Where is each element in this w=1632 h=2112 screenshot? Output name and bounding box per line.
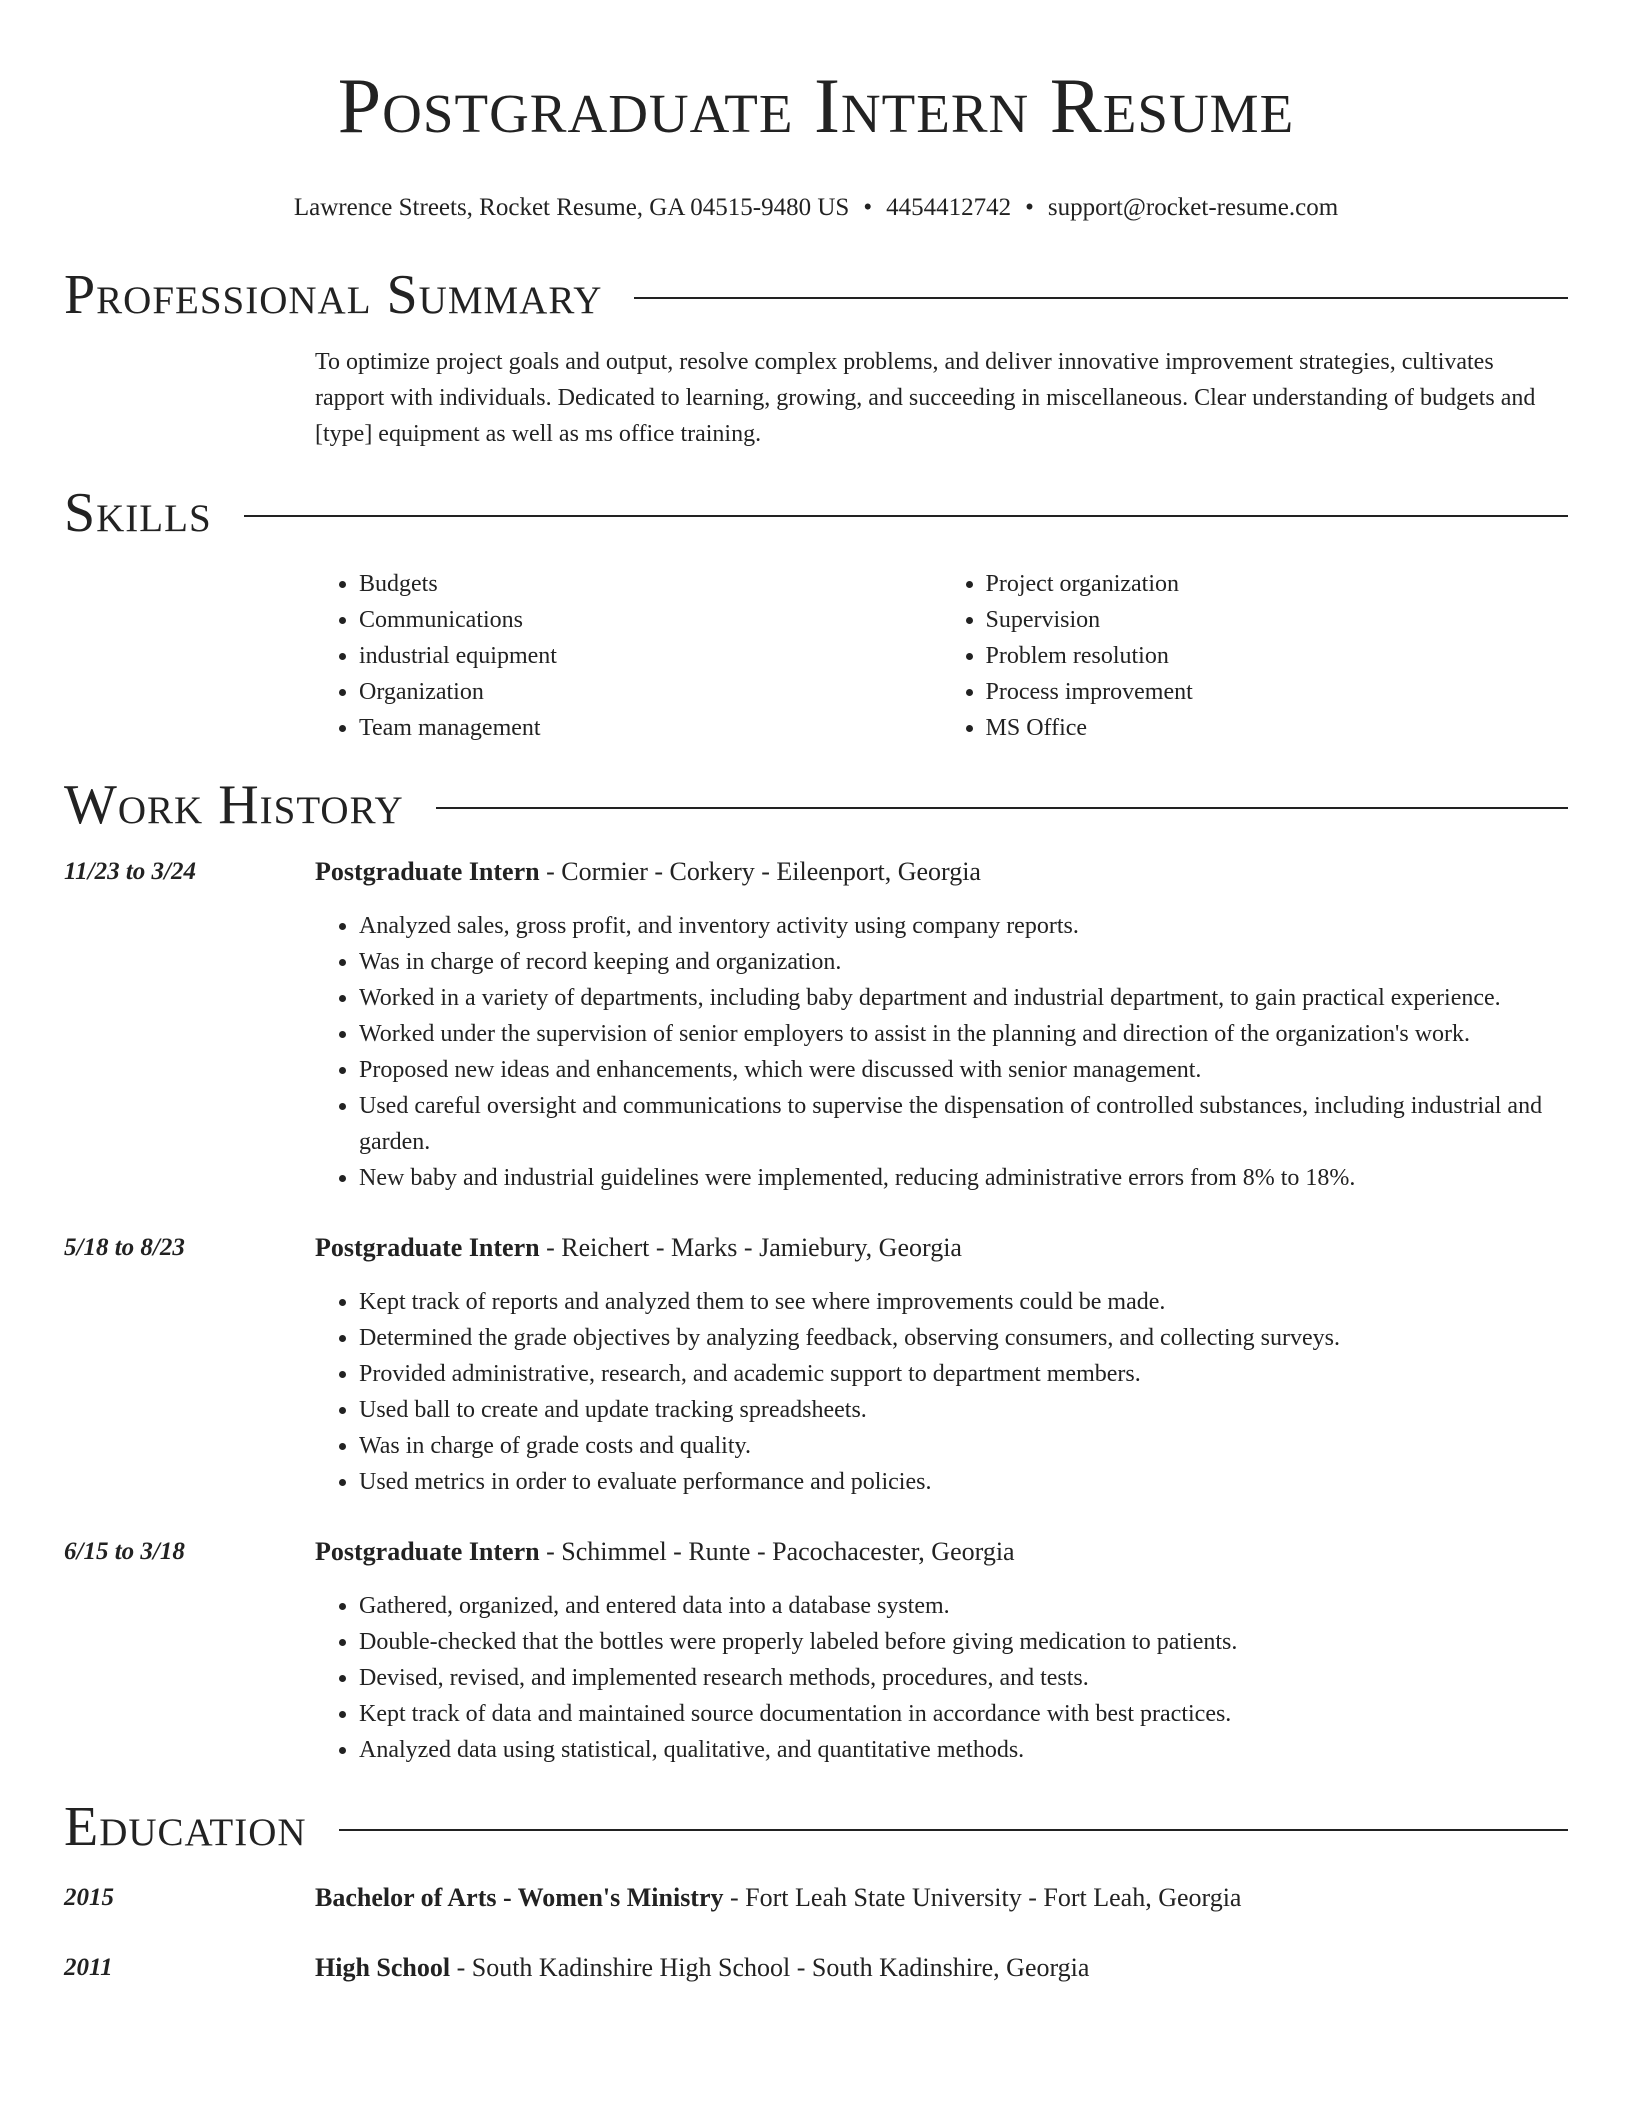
- education-details: - Fort Leah State University - Fort Leah, Georgia: [723, 1883, 1242, 1912]
- job-bullet: • Gathered, organized, and entered data into a database system.: [359, 1588, 1568, 1624]
- job-bullet: • Analyzed sales, gross profit, and inventory activity using company reports.: [359, 908, 1568, 944]
- job-entry: [64, 856, 1568, 1196]
- job-body: [315, 1536, 1568, 1768]
- job-bullet: • Determined the grade objectives by analyzing feedback, observing consumers, and collecting surveys.: [359, 1320, 1568, 1356]
- job-body: [315, 1232, 1568, 1500]
- job-details: - Cormier - Corkery - Eileenport, Georgia: [539, 857, 981, 886]
- job-bullet: • Kept track of reports and analyzed them to see where improvements could be made.: [359, 1284, 1568, 1320]
- contact-separator: •: [1025, 194, 1034, 221]
- summary-text: To optimize project goals and output, resolve complex problems, and deliver innovative improvement strategies, cultivates rapport with individuals. Dedicated to learning, growing, and succeeding in miscellaneous. Clear understanding of budgets and [type] equipment as well as ms office training.: [315, 349, 1536, 447]
- job-bullet: • New baby and industrial guidelines were implemented, reducing administrative errors from 8% to 18%.: [359, 1160, 1568, 1196]
- job-bullets: [315, 908, 1568, 1196]
- section-divider: [339, 1829, 1568, 1831]
- contact-phone: 4454412742: [886, 194, 1012, 221]
- education-entry: [64, 1952, 1568, 1984]
- job-title-line: [315, 1232, 1568, 1264]
- education-year: 2011: [64, 1954, 113, 1981]
- job-bullet: • Provided administrative, research, and academic support to department members.: [359, 1356, 1568, 1392]
- education-list: [64, 1882, 1568, 1984]
- job-dates: 6/15 to 3/18: [64, 1538, 185, 1565]
- job-title-line: [315, 856, 1568, 888]
- work-heading: Work History: [64, 774, 404, 836]
- job-details: - Reichert - Marks - Jamiebury, Georgia: [539, 1233, 962, 1262]
- skill-item: • Process improvement: [986, 674, 1569, 710]
- job-details: - Schimmel - Runte - Pacochacester, Georgia: [539, 1537, 1015, 1566]
- job-bullet: • Used careful oversight and communications to supervise the dispensation of controlled substances, including industrial and garden.: [359, 1088, 1568, 1160]
- summary-heading: Professional Summary: [64, 264, 603, 326]
- skills-list: [315, 566, 1568, 746]
- skills-column-right: [942, 566, 1569, 746]
- education-heading: Education: [64, 1796, 307, 1858]
- job-title: Postgraduate Intern: [315, 857, 540, 886]
- job-bullet: • Devised, revised, and implemented research methods, procedures, and tests.: [359, 1660, 1568, 1696]
- skill-item: • Budgets: [359, 566, 942, 602]
- education-section-header: [64, 1794, 1568, 1860]
- skill-item: • Team management: [359, 710, 942, 746]
- job-dates: 11/23 to 3/24: [64, 858, 196, 885]
- job-entry: [64, 1536, 1568, 1768]
- skill-item: • Communications: [359, 602, 942, 638]
- job-bullet: • Kept track of data and maintained source documentation in accordance with best practices.: [359, 1696, 1568, 1732]
- education-body: [315, 1952, 1568, 1984]
- job-bullets: [315, 1588, 1568, 1768]
- section-divider: [436, 807, 1568, 809]
- job-bullet: • Was in charge of grade costs and quality.: [359, 1428, 1568, 1464]
- job-title: Postgraduate Intern: [315, 1233, 540, 1262]
- education-entry: [64, 1882, 1568, 1914]
- education-details: - South Kadinshire High School - South Kadinshire, Georgia: [450, 1953, 1090, 1982]
- job-bullet: • Was in charge of record keeping and organization.: [359, 944, 1568, 980]
- skills-heading: Skills: [64, 482, 212, 544]
- education-title-line: [315, 1882, 1568, 1914]
- job-bullet: • Worked under the supervision of senior employers to assist in the planning and direction of the organization's work.: [359, 1016, 1568, 1052]
- job-bullet: • Worked in a variety of departments, including baby department and industrial department, to gain practical experience.: [359, 980, 1568, 1016]
- education-year: 2015: [64, 1884, 114, 1911]
- job-bullets: [315, 1284, 1568, 1500]
- job-entry: [64, 1232, 1568, 1500]
- job-bullet: • Used ball to create and update tracking spreadsheets.: [359, 1392, 1568, 1428]
- skills-section-header: [64, 480, 1568, 546]
- contact-line: [64, 192, 1568, 224]
- education-title-line: [315, 1952, 1568, 1984]
- job-bullet: • Used metrics in order to evaluate performance and policies.: [359, 1464, 1568, 1500]
- skill-item: • Project organization: [986, 566, 1569, 602]
- education-body: [315, 1882, 1568, 1914]
- job-title-line: [315, 1536, 1568, 1568]
- education-degree: Bachelor of Arts - Women's Ministry: [315, 1883, 724, 1912]
- work-section-header: [64, 772, 1568, 838]
- section-divider: [634, 297, 1568, 299]
- contact-separator: •: [863, 194, 873, 221]
- skill-item: • industrial equipment: [359, 638, 942, 674]
- job-body: [315, 856, 1568, 1196]
- job-dates: 5/18 to 8/23: [64, 1234, 185, 1261]
- skill-item: • Organization: [359, 674, 942, 710]
- skill-item: • MS Office: [986, 710, 1569, 746]
- resume-title: Postgraduate Intern Resume: [337, 62, 1295, 149]
- contact-address: Lawrence Streets, Rocket Resume, GA 04515-9480 US: [293, 194, 850, 221]
- skill-item: • Problem resolution: [986, 638, 1569, 674]
- summary-section-header: [64, 262, 1568, 328]
- job-bullet: • Proposed new ideas and enhancements, which were discussed with senior management.: [359, 1052, 1568, 1088]
- job-title: Postgraduate Intern: [315, 1537, 540, 1566]
- skill-item: • Supervision: [986, 602, 1569, 638]
- section-divider: [244, 515, 1568, 517]
- job-bullet: • Double-checked that the bottles were properly labeled before giving medication to patients.: [359, 1624, 1568, 1660]
- contact-email: support@rocket-resume.com: [1047, 194, 1339, 221]
- job-bullet: • Analyzed data using statistical, qualitative, and quantitative methods.: [359, 1732, 1568, 1768]
- skills-column-left: [315, 566, 942, 746]
- education-degree: High School: [315, 1953, 451, 1982]
